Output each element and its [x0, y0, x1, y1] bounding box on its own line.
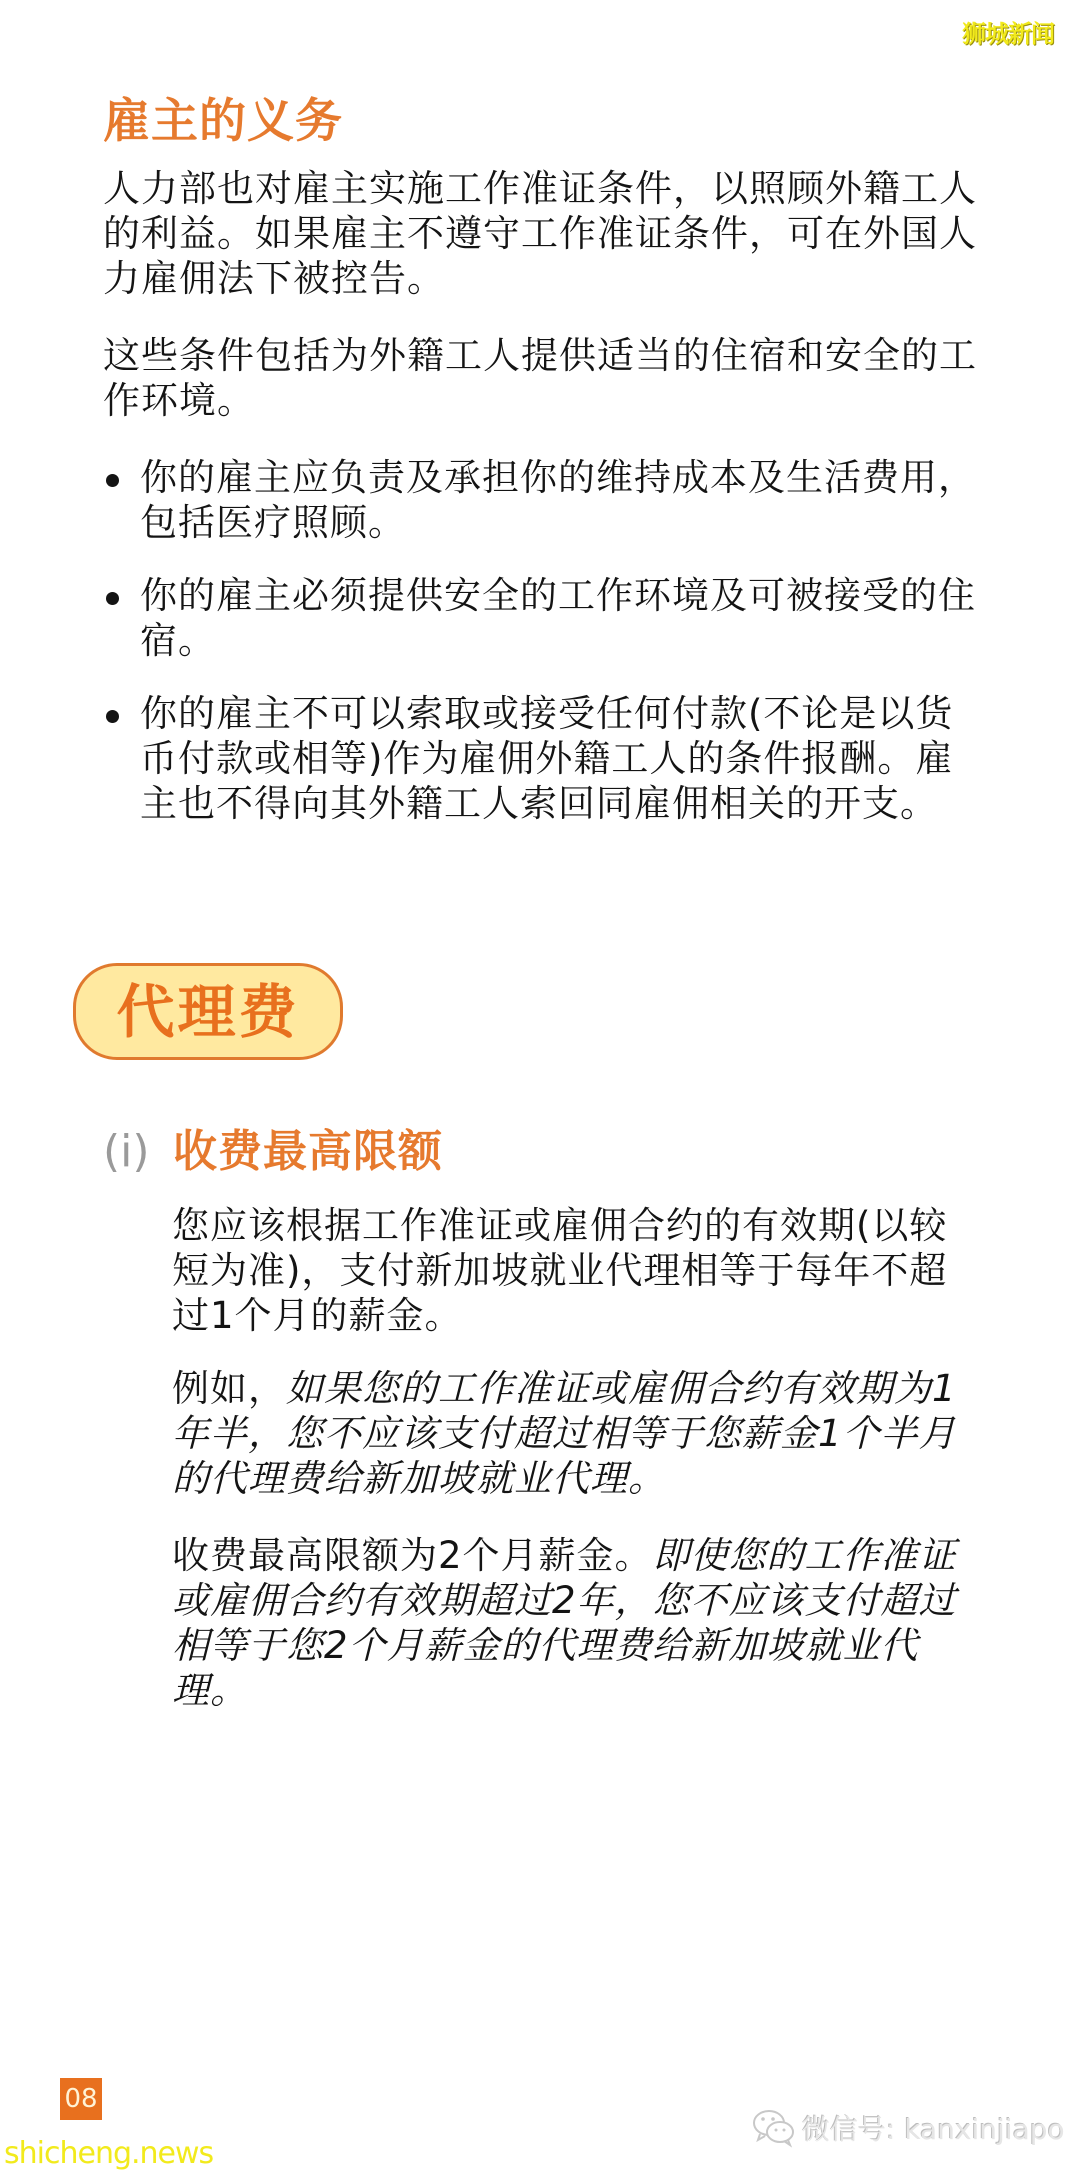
- example-text: 如果您的工作准证或雇佣合约有效期为1年半，您不应该支付超过相等于您薪金1个半月的代理费给新加坡就业代理。: [172, 1367, 957, 1500]
- bullet-icon: [106, 592, 119, 605]
- watermark-shicheng-news: shicheng.news: [4, 2136, 214, 2171]
- subsection-heading-fee-cap: 收费最高限额: [173, 1126, 443, 1177]
- wechat-icon: [752, 2108, 796, 2148]
- list-item-text: 你的雇主不可以索取或接受任何付款(不论是以货币付款或相等)作为雇佣外籍工人的条件报酬。雇主也不得向其外籍工人索回同雇佣相关的开支。: [140, 692, 954, 825]
- intro-paragraph-1: 人力部也对雇主实施工作准证条件，以照顾外籍工人的利益。如果雇主不遵守工作准证条件，可在外国人力雇佣法下被控告。: [103, 167, 977, 300]
- list-item-text: 你的雇主应负责及承担你的维持成本及生活费用，包括医疗照顾。: [140, 456, 976, 544]
- section-title-employer-duties: 雇主的义务: [103, 94, 343, 149]
- section-badge-agency-fee: [73, 963, 343, 1060]
- bullet-icon: [106, 474, 119, 487]
- cap-detail: 即使您的工作准证或雇佣合约有效期超过2年，您不应该支付超过相等于您2个月薪金的代理费给新加坡就业代理。: [172, 1534, 957, 1712]
- badge-label: 代理费: [116, 977, 300, 1046]
- fee-cap-paragraph-2: [172, 1366, 984, 1501]
- example-lead: 例如，: [172, 1367, 286, 1410]
- list-item: [103, 573, 983, 663]
- fee-cap-paragraph-3: [172, 1533, 984, 1713]
- list-item: [103, 455, 983, 545]
- subsection-marker: (i): [103, 1126, 150, 1177]
- wechat-watermark: [752, 2108, 1065, 2148]
- list-item-text: 你的雇主必须提供安全的工作环境及可被接受的住宿。: [140, 574, 976, 662]
- page-number: 08: [60, 2078, 102, 2120]
- fee-cap-paragraph-1: 您应该根据工作准证或雇佣合约的有效期(以较短为准)，支付新加坡就业代理相等于每年不超过1个月的薪金。: [172, 1204, 948, 1337]
- bullet-icon: [106, 710, 119, 723]
- list-item: [103, 691, 983, 826]
- watermark-shicheng-cn: 狮城新闻: [962, 20, 1054, 48]
- wechat-id-text: 微信号: kanxinjiapo: [802, 2113, 1065, 2146]
- employer-duties-list: [103, 455, 983, 854]
- intro-paragraph-2: 这些条件包括为外籍工人提供适当的住宿和安全的工作环境。: [103, 334, 977, 422]
- cap-lead: 收费最高限额为2个月薪金。: [172, 1534, 653, 1577]
